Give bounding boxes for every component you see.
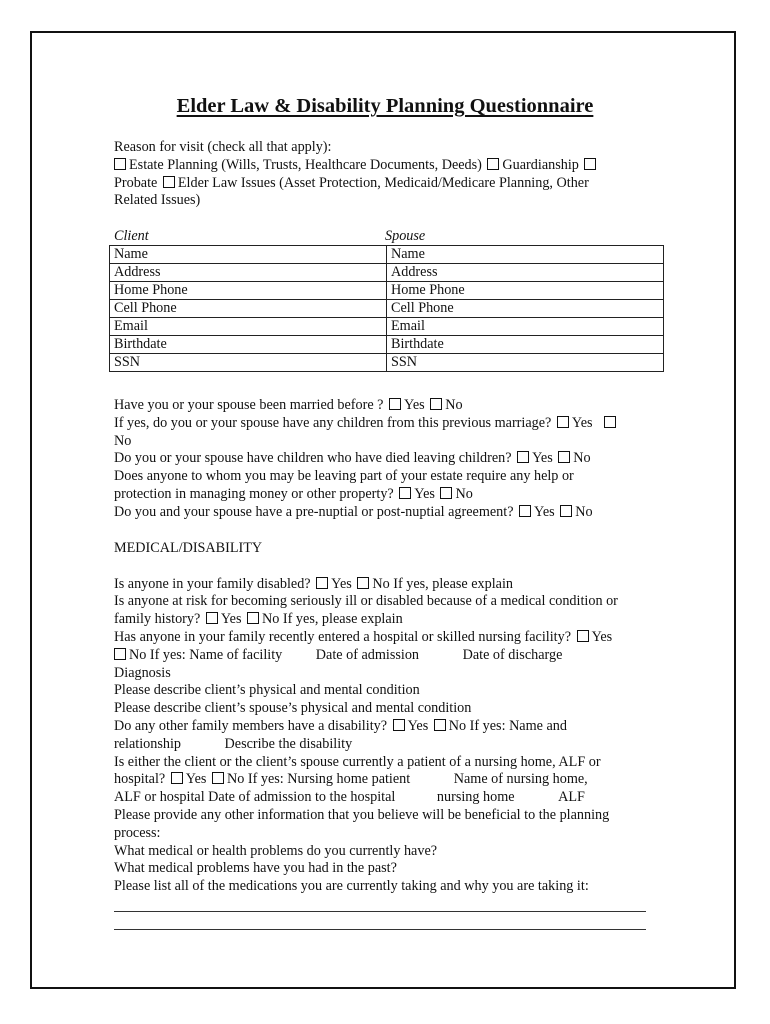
nursing-patient-question: Is either the client or the client’s spouse currently a patient of a nursing home, ALF or	[114, 753, 601, 770]
reason-label: Reason for visit (check all that apply):	[114, 139, 332, 155]
no-nursing-patient-label: No If yes: Nursing home patient	[226, 771, 411, 788]
prenuptial-no-checkbox[interactable]	[560, 505, 572, 517]
table-row	[110, 318, 664, 336]
date-of-admission-label: Date of admission	[315, 646, 420, 663]
yes-label: Yes	[571, 414, 593, 431]
spouse-name-field[interactable]: Name	[387, 246, 664, 264]
spouse-cell-phone-field[interactable]: Cell Phone	[387, 300, 664, 318]
nursing-patient-yes-checkbox[interactable]	[171, 772, 183, 784]
deceased-children-question: Do you or your spouse have children who have died leaving children?	[114, 450, 512, 467]
no-explain-label: No If yes, please explain	[262, 611, 403, 628]
yes-label: Yes	[591, 628, 613, 645]
table-row	[110, 336, 664, 354]
yes-label: Yes	[534, 503, 555, 520]
medical-section	[114, 540, 674, 896]
name-of-nursing-home-label: Name of nursing home,	[453, 771, 588, 788]
no-explain-label: No If yes, please explain	[372, 575, 514, 592]
married-before-yes-checkbox[interactable]	[389, 398, 401, 410]
other-info-prompt: Please provide any other information that you believe will be beneficial to the planning	[114, 806, 610, 823]
married-before-question: Have you or your spouse been married before ?	[114, 397, 384, 413]
help-protection-question: Does anyone to whom you may be leaving part of your estate require any help or	[114, 468, 574, 485]
at-risk-question-cont: family history?	[114, 611, 201, 628]
yes-label: Yes	[404, 397, 425, 413]
elder-law-label-cont: Related Issues)	[114, 192, 201, 209]
client-birthdate-field[interactable]: Birthdate	[110, 336, 387, 354]
guardianship-label: Guardianship	[502, 156, 579, 173]
client-address-field[interactable]: Address	[110, 264, 387, 282]
other-info-prompt-cont: process:	[114, 824, 161, 841]
yes-label: Yes	[532, 450, 553, 467]
estate-planning-checkbox[interactable]	[114, 158, 126, 170]
other-disability-question: Do any other family members have a disability?	[114, 717, 388, 734]
table-row	[110, 300, 664, 318]
spouse-heading: Spouse	[385, 228, 426, 244]
other-disability-no-checkbox[interactable]	[434, 719, 446, 731]
spouse-ssn-field[interactable]: SSN	[387, 354, 664, 372]
client-heading: Client	[114, 228, 149, 244]
table-row	[110, 282, 664, 300]
table-row	[110, 354, 664, 372]
probate-checkbox[interactable]	[584, 158, 596, 170]
yes-label: Yes	[407, 717, 429, 734]
past-problems-prompt: What medical problems have you had in the past?	[114, 860, 397, 877]
family-disabled-yes-checkbox[interactable]	[316, 577, 328, 589]
help-protection-yes-checkbox[interactable]	[399, 487, 411, 499]
prenuptial-question: Do you and your spouse have a pre-nuptial or post-nuptial agreement?	[114, 503, 514, 520]
describe-disability-label: Describe the disability	[224, 735, 353, 752]
estate-planning-label: Estate Planning (Wills, Trusts, Healthcare Documents, Deeds)	[129, 156, 482, 173]
elder-law-checkbox[interactable]	[163, 176, 175, 188]
yes-label: Yes	[331, 575, 352, 592]
table-headings	[114, 228, 664, 246]
deceased-children-no-checkbox[interactable]	[558, 451, 570, 463]
yes-label: Yes	[185, 771, 207, 788]
family-disabled-no-checkbox[interactable]	[357, 577, 369, 589]
medications-answer-line[interactable]	[114, 911, 646, 912]
client-ssn-field[interactable]: SSN	[110, 354, 387, 372]
yes-label: Yes	[414, 485, 435, 502]
client-home-phone-field[interactable]: Home Phone	[110, 282, 387, 300]
yes-label: Yes	[220, 611, 242, 628]
no-label: No	[455, 485, 473, 502]
at-risk-question: Is anyone at risk for becoming seriously ill or disabled because of a medical condition or	[114, 593, 618, 610]
medications-answer-line[interactable]	[114, 929, 646, 930]
diagnosis-label: Diagnosis	[114, 664, 171, 681]
no-label: No	[114, 432, 132, 449]
previous-children-question: If yes, do you or your spouse have any children from this previous marriage?	[114, 414, 552, 431]
guardianship-checkbox[interactable]	[487, 158, 499, 170]
alf-or-hospital-label: ALF or hospital Date of admission to the hospital	[114, 789, 396, 806]
current-problems-prompt: What medical or health problems do you currently have?	[114, 842, 438, 859]
client-cell-phone-field[interactable]: Cell Phone	[110, 300, 387, 318]
help-protection-question-cont: protection in managing money or other property?	[114, 485, 394, 502]
spouse-condition-label: Please describe client’s spouse’s physical and mental condition	[114, 700, 472, 717]
elder-law-label: Elder Law Issues (Asset Protection, Medicaid/Medicare Planning, Other	[177, 174, 589, 191]
spouse-address-field[interactable]: Address	[387, 264, 664, 282]
hospital-entry-question: Has anyone in your family recently entered a hospital or skilled nursing facility?	[114, 628, 572, 645]
no-name-relationship-label: No If yes: Name and	[448, 717, 567, 734]
medications-prompt: Please list all of the medications you are currently taking and why you are taking it:	[114, 878, 589, 895]
hospital-entry-yes-checkbox[interactable]	[577, 630, 589, 642]
spouse-home-phone-field[interactable]: Home Phone	[387, 282, 664, 300]
relationship-label: relationship	[114, 735, 181, 752]
spouse-email-field[interactable]: Email	[387, 318, 664, 336]
hospital-entry-no-checkbox[interactable]	[114, 648, 126, 660]
client-name-field[interactable]: Name	[110, 246, 387, 264]
spouse-birthdate-field[interactable]: Birthdate	[387, 336, 664, 354]
contact-info-table	[109, 245, 664, 372]
deceased-children-yes-checkbox[interactable]	[517, 451, 529, 463]
at-risk-no-checkbox[interactable]	[247, 612, 259, 624]
table-row	[110, 264, 664, 282]
table-row	[110, 246, 664, 264]
family-disabled-question: Is anyone in your family disabled?	[114, 575, 311, 592]
alf-label: ALF	[558, 789, 585, 806]
medical-heading: MEDICAL/DISABILITY	[114, 540, 263, 556]
married-before-no-checkbox[interactable]	[430, 398, 442, 410]
no-label: No	[575, 503, 593, 520]
nursing-home-label: nursing home	[436, 789, 515, 806]
no-label: No	[445, 397, 463, 413]
probate-label: Probate	[114, 174, 158, 191]
page-title: Elder Law & Disability Planning Questionnaire	[176, 95, 594, 117]
client-condition-label: Please describe client’s physical and mental condition	[114, 682, 420, 699]
previous-children-no-checkbox[interactable]	[604, 416, 616, 428]
prenuptial-yes-checkbox[interactable]	[519, 505, 531, 517]
previous-children-yes-checkbox[interactable]	[557, 416, 569, 428]
client-email-field[interactable]: Email	[110, 318, 387, 336]
help-protection-no-checkbox[interactable]	[440, 487, 452, 499]
date-of-discharge-label: Date of discharge	[462, 646, 563, 663]
nursing-patient-no-checkbox[interactable]	[212, 772, 224, 784]
other-disability-yes-checkbox[interactable]	[393, 719, 405, 731]
reason-section	[114, 139, 659, 210]
no-label: No	[573, 450, 591, 467]
no-facility-label: No If yes: Name of facility	[129, 646, 283, 663]
family-section	[114, 397, 674, 522]
at-risk-yes-checkbox[interactable]	[206, 612, 218, 624]
nursing-patient-question-cont: hospital?	[114, 771, 166, 788]
